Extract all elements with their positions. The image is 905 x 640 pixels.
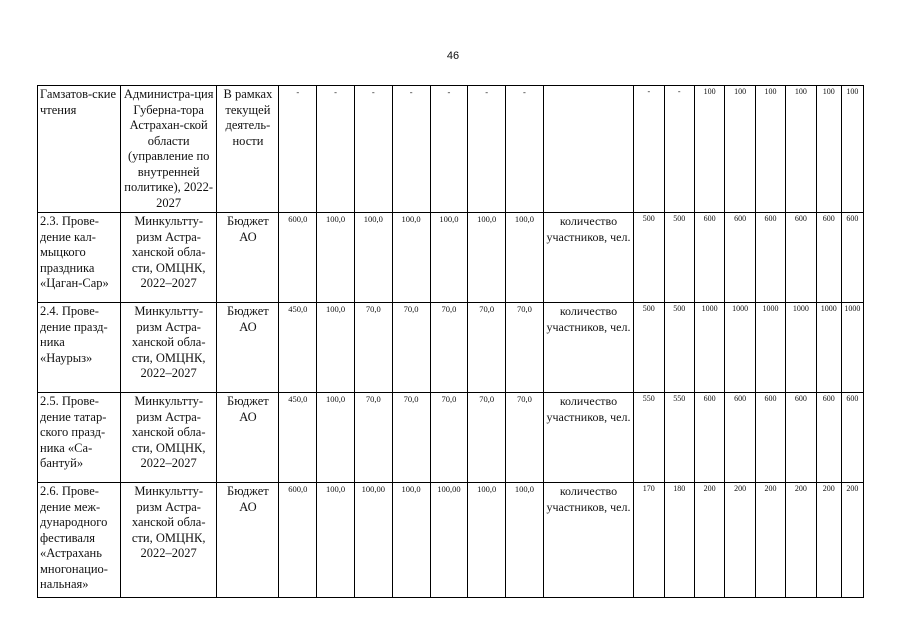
finance-value-cell: 70,0	[354, 303, 392, 393]
table-row	[38, 86, 864, 213]
table-body	[38, 86, 864, 598]
finance-value-cell: 70,0	[430, 303, 468, 393]
finance-value-cell: 70,0	[506, 393, 544, 483]
finance-value-cell: 100,0	[317, 483, 355, 598]
finance-value-cell: 70,0	[430, 393, 468, 483]
indicator-value-cell: 600	[786, 213, 816, 303]
finance-value-cell: 100,0	[392, 213, 430, 303]
finance-value-cell: 600,0	[279, 213, 317, 303]
indicator-cell	[543, 86, 633, 213]
indicator-value-cell: -	[664, 86, 694, 213]
finance-value-cell: 70,0	[468, 303, 506, 393]
finance-value-cell: 100,0	[317, 213, 355, 303]
finance-value-cell: 100,0	[392, 483, 430, 598]
indicator-value-cell: 200	[755, 483, 785, 598]
indicator-value-cell: 500	[634, 303, 664, 393]
finance-value-cell: -	[354, 86, 392, 213]
indicator-value-cell: 100	[694, 86, 724, 213]
table-row	[38, 483, 864, 598]
finance-value-cell: 70,0	[392, 393, 430, 483]
indicator-cell: количество участников, чел.	[543, 213, 633, 303]
finance-value-cell: 70,0	[468, 393, 506, 483]
funding-source-cell: В рамках текущей деятель-ности	[217, 86, 279, 213]
finance-value-cell: 100,0	[506, 483, 544, 598]
indicator-value-cell: 1000	[755, 303, 785, 393]
event-name-cell: 2.4. Прове-дение празд-ника «Наурыз»	[38, 303, 121, 393]
finance-value-cell: -	[468, 86, 506, 213]
finance-value-cell: 70,0	[392, 303, 430, 393]
indicator-value-cell: 600	[725, 393, 755, 483]
indicator-cell: количество участников, чел.	[543, 303, 633, 393]
executor-cell: Администра-ция Губерна-тора Астрахан-ской области (управление по внутренней политике), 2022-2027	[120, 86, 217, 213]
executor-cell: Минкультту-ризм Астра-ханской обла-сти, ОМЦНК, 2022–2027	[120, 213, 217, 303]
indicator-value-cell: 600	[694, 213, 724, 303]
finance-value-cell: 100,00	[354, 483, 392, 598]
finance-value-cell: -	[279, 86, 317, 213]
finance-value-cell: 450,0	[279, 393, 317, 483]
event-name-cell: 2.3. Прове-дение кал-мыцкого праздника «Цаган-Сар»	[38, 213, 121, 303]
indicator-value-cell: 600	[755, 393, 785, 483]
indicator-value-cell: 1000	[725, 303, 755, 393]
indicator-value-cell: 100	[786, 86, 816, 213]
finance-value-cell: 100,0	[317, 393, 355, 483]
finance-value-cell: 70,0	[354, 393, 392, 483]
indicator-value-cell: 600	[841, 213, 863, 303]
finance-value-cell: 100,0	[354, 213, 392, 303]
indicator-value-cell: -	[634, 86, 664, 213]
funding-source-cell: Бюджет АО	[217, 393, 279, 483]
funding-source-cell: Бюджет АО	[217, 303, 279, 393]
indicator-value-cell: 500	[664, 213, 694, 303]
executor-cell: Минкультту-ризм Астра-ханской обла-сти, ОМЦНК, 2022–2027	[120, 483, 217, 598]
indicator-value-cell: 200	[841, 483, 863, 598]
executor-cell: Минкультту-ризм Астра-ханской обла-сти, ОМЦНК, 2022–2027	[120, 393, 217, 483]
indicator-value-cell: 1000	[816, 303, 841, 393]
indicator-value-cell: 1000	[786, 303, 816, 393]
indicator-value-cell: 100	[755, 86, 785, 213]
indicator-value-cell: 500	[634, 213, 664, 303]
funding-source-cell: Бюджет АО	[217, 213, 279, 303]
indicator-cell: количество участников, чел.	[543, 393, 633, 483]
indicator-value-cell: 600	[725, 213, 755, 303]
indicator-value-cell: 600	[694, 393, 724, 483]
page-number: 46	[446, 50, 460, 62]
executor-cell: Минкультту-ризм Астра-ханской обла-сти, ОМЦНК, 2022–2027	[120, 303, 217, 393]
finance-value-cell: 70,0	[506, 303, 544, 393]
finance-value-cell: -	[317, 86, 355, 213]
finance-value-cell: 100,00	[430, 483, 468, 598]
table-row	[38, 393, 864, 483]
finance-value-cell: -	[506, 86, 544, 213]
indicator-value-cell: 550	[664, 393, 694, 483]
event-name-cell: 2.6. Прове-дение меж-дународного фестиваля «Астрахань многонацио-нальная»	[38, 483, 121, 598]
indicator-value-cell: 600	[816, 213, 841, 303]
indicator-cell: количество участников, чел.	[543, 483, 633, 598]
indicator-value-cell: 100	[841, 86, 863, 213]
indicator-value-cell: 600	[755, 213, 785, 303]
indicator-value-cell: 500	[664, 303, 694, 393]
indicator-value-cell: 600	[816, 393, 841, 483]
finance-value-cell: -	[392, 86, 430, 213]
indicator-value-cell: 600	[841, 393, 863, 483]
indicator-value-cell: 200	[694, 483, 724, 598]
indicator-value-cell: 100	[816, 86, 841, 213]
finance-value-cell: 450,0	[279, 303, 317, 393]
indicator-value-cell: 200	[725, 483, 755, 598]
indicator-value-cell: 170	[634, 483, 664, 598]
event-name-cell: Гамзатов-ские чтения	[38, 86, 121, 213]
indicator-value-cell: 550	[634, 393, 664, 483]
indicator-value-cell: 100	[725, 86, 755, 213]
indicator-value-cell: 600	[786, 393, 816, 483]
finance-value-cell: -	[430, 86, 468, 213]
indicator-value-cell: 200	[786, 483, 816, 598]
finance-value-cell: 100,0	[430, 213, 468, 303]
finance-value-cell: 100,0	[317, 303, 355, 393]
indicator-value-cell: 200	[816, 483, 841, 598]
finance-value-cell: 600,0	[279, 483, 317, 598]
finance-value-cell: 100,0	[468, 483, 506, 598]
finance-value-cell: 100,0	[468, 213, 506, 303]
indicator-value-cell: 1000	[694, 303, 724, 393]
indicator-value-cell: 180	[664, 483, 694, 598]
indicator-value-cell: 1000	[841, 303, 863, 393]
funding-source-cell: Бюджет АО	[217, 483, 279, 598]
program-table	[37, 85, 864, 598]
table-row	[38, 213, 864, 303]
finance-value-cell: 100,0	[506, 213, 544, 303]
event-name-cell: 2.5. Прове-дение татар-ского празд-ника «Са-бантуй»	[38, 393, 121, 483]
table-row	[38, 303, 864, 393]
